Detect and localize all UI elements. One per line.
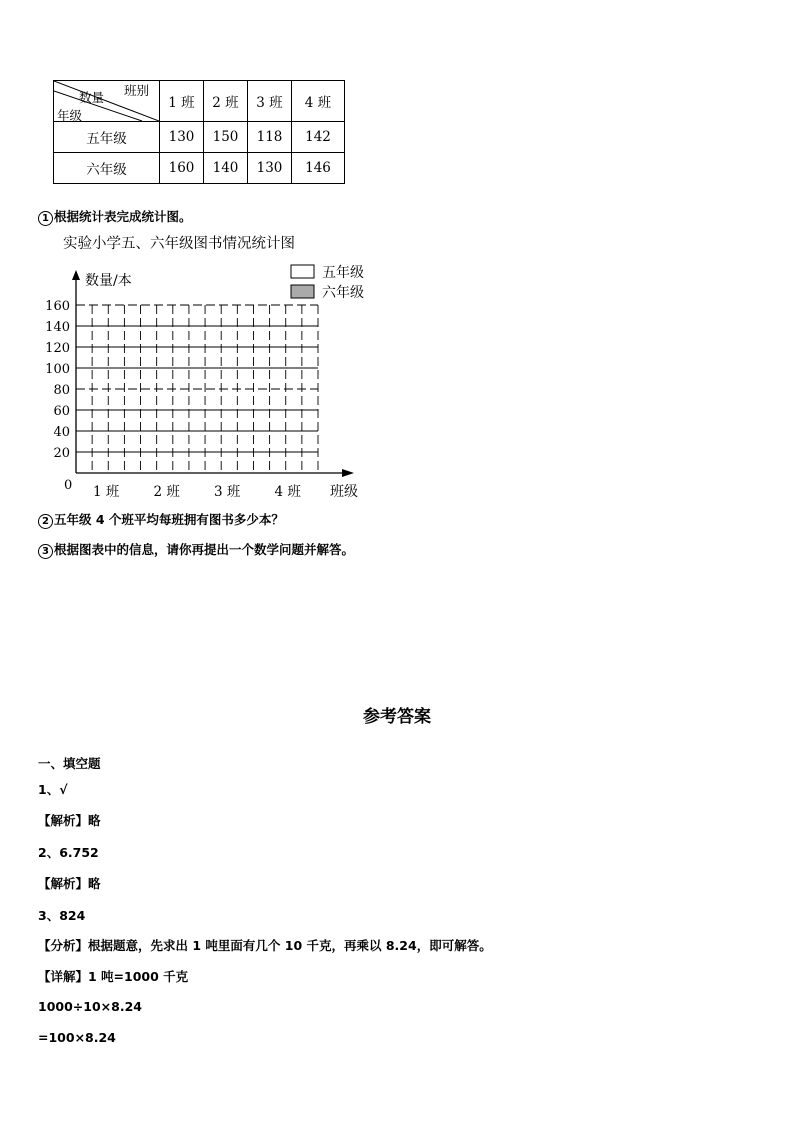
x-tick-label: 1 班 [93,484,120,500]
table-corner-cell [54,81,160,122]
table-cell: 142 [292,122,345,153]
table-row [54,153,345,184]
origin-label: 0 [64,478,73,493]
answer-line: 1、√ [38,782,68,797]
table-cell: 130 [160,122,204,153]
y-tick-label: 60 [53,404,70,419]
question-3 [38,540,354,559]
answer-line: =100×8.24 [38,1030,116,1045]
x-axis-label: 班级 [330,484,358,500]
stats-table [53,80,345,184]
corner-label-quantity: 数量 [79,90,105,105]
row-label: 五年级 [54,122,160,153]
corner-label-class: 班别 [124,83,150,98]
legend-label: 六年级 [322,285,364,301]
legend-label: 五年级 [322,265,364,281]
y-axis-label: 数量/本 [85,273,132,289]
table-cell: 118 [248,122,292,153]
question-2 [38,510,284,529]
circled-number: 2 [38,514,53,529]
y-tick-label: 160 [45,299,70,314]
y-tick-label: 40 [53,425,70,440]
y-axis-arrow [72,270,80,280]
y-tick-label: 100 [45,362,70,377]
answer-line: 【分析】根据题意，先求出 1 吨里面有几个 10 千克，再乘以 8.24，即可解答。 [38,938,492,953]
answer-line: 2、6.752 [38,845,99,860]
legend-swatch [291,285,314,298]
y-tick-label: 120 [45,341,70,356]
answer-line: 1000÷10×8.24 [38,999,142,1014]
x-tick-label: 3 班 [214,484,241,500]
answer-line: 【详解】1 吨=1000 千克 [38,969,189,984]
row-label: 六年级 [54,153,160,184]
question-text: 根据统计表完成统计图。 [54,209,192,224]
y-tick-label: 80 [53,383,70,398]
column-header: 4 班 [292,81,345,122]
legend-swatch [291,265,314,278]
answer-line: 【解析】略 [38,813,101,828]
corner-label-grade: 年级 [57,108,83,123]
y-tick-label: 20 [53,446,70,461]
answers-heading: 参考答案 [363,707,431,727]
circled-number: 1 [38,211,53,226]
x-tick-label: 4 班 [274,484,301,500]
chart-title: 实验小学五、六年级图书情况统计图 [63,236,295,252]
table-cell: 150 [204,122,248,153]
answer-line: 【解析】略 [38,876,101,891]
question-text: 根据图表中的信息，请你再提出一个数学问题并解答。 [54,542,355,557]
y-tick-label: 140 [45,320,70,335]
section-title: 一、填空题 [38,756,101,771]
question-1 [38,207,192,226]
column-header: 2 班 [204,81,248,122]
question-text: 五年级 4 个班平均每班拥有图书多少本？ [54,512,284,527]
x-tick-label: 2 班 [153,484,180,500]
column-header: 1 班 [160,81,204,122]
table-cell: 146 [292,153,345,184]
table-cell: 140 [204,153,248,184]
table-cell: 130 [248,153,292,184]
column-header: 3 班 [248,81,292,122]
table-cell: 160 [160,153,204,184]
circled-number: 3 [38,544,53,559]
x-axis-arrow [342,469,354,477]
bar-chart [30,230,390,505]
answer-line: 3、824 [38,908,86,923]
table-row [54,122,345,153]
